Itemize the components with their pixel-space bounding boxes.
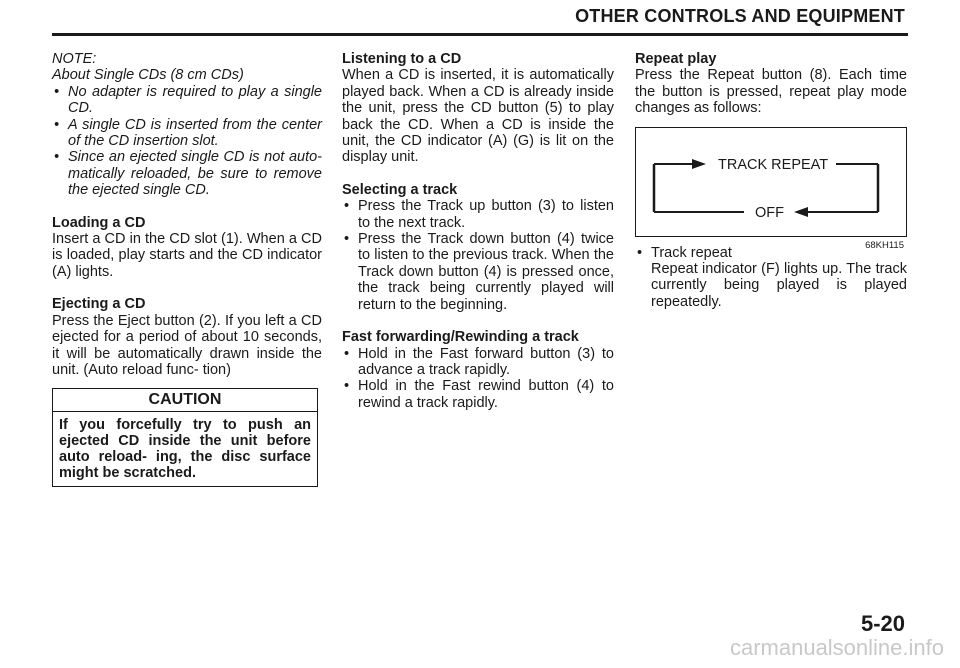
selecting-list	[342, 198, 614, 313]
caution-text: If you forcefully try to push an ejected CD inside the unit before auto reload- ing, the disc surface might be scratched.	[59, 416, 311, 482]
note-item-text: • No adapter is required to play a single CD.	[68, 83, 322, 117]
diagram-code: 68KH115	[865, 239, 904, 251]
fast-item-text: • Hold in the Fast forward button (3) to advance a track rapidly.	[358, 345, 614, 378]
caution-box	[52, 388, 318, 486]
header-rule	[52, 33, 908, 36]
note-item	[52, 84, 322, 117]
selecting-item-text: • Press the Track down button (4) twice to listen to the previous track. When the Track down button (4) is pressed once, the track being currently played will return to the beginning.	[358, 231, 614, 313]
loading-heading: Loading a CD	[52, 214, 146, 231]
repeat-heading: Repeat play	[635, 51, 717, 67]
ejecting-text: Press the Eject button (2). If you left a CD ejected for a period of about 10 seconds, it will be automatically drawn inside the unit. (Auto reload func- tion)	[52, 312, 322, 378]
column-2	[342, 51, 614, 411]
selecting-item	[342, 231, 614, 313]
track-repeat-list	[635, 245, 907, 311]
ejecting-heading: Ejecting a CD	[52, 296, 146, 313]
page-number: 5-20	[860, 611, 905, 636]
track-repeat-text: Repeat indicator (F) lights up. The track currently being played is played repeatedly.	[651, 261, 907, 310]
arrow-right-icon	[692, 159, 706, 169]
watermark: carmanualsonline.info	[729, 635, 944, 660]
diagram-label-track-repeat: TRACK REPEAT	[718, 156, 829, 173]
caution-title: CAUTION	[53, 389, 317, 411]
column-1	[52, 51, 322, 487]
fast-item-text: • Hold in the Fast rewind button (4) to rewind a track rapidly.	[358, 378, 614, 411]
note-item	[52, 149, 322, 198]
note-title: About Single CDs (8 cm CDs)	[52, 67, 244, 84]
repeat-text: Press the Repeat button (8). Each time the button is pressed, repeat play mode changes as follows:	[635, 67, 907, 117]
note-item	[52, 117, 322, 150]
fast-item	[342, 346, 614, 379]
note-list	[52, 84, 322, 199]
listening-heading: Listening to a CD	[342, 51, 462, 67]
selecting-heading: Selecting a track	[342, 181, 458, 198]
fast-list	[342, 346, 614, 412]
repeat-cycle-svg	[636, 128, 906, 236]
track-repeat-item	[635, 245, 907, 311]
selecting-item-text: • Press the Track up button (3) to listen to the next track.	[358, 198, 614, 231]
selecting-item	[342, 198, 614, 231]
column-3	[635, 51, 907, 310]
track-repeat-label: • Track repeat	[651, 244, 732, 261]
diagram-label-off: OFF	[755, 204, 784, 221]
note-label: NOTE:	[52, 51, 97, 67]
fast-heading: Fast forwarding/Rewinding a track	[342, 329, 579, 346]
note-item-text: • Since an ejected single CD is not auto- matically reloaded, be sure to remove the ejected single CD.	[68, 149, 322, 199]
note-item-text: • A single CD is inserted from the center of the CD insertion slot.	[68, 116, 322, 150]
page-header-title: OTHER CONTROLS AND EQUIPMENT	[575, 6, 905, 26]
fast-item	[342, 378, 614, 411]
arrow-left-icon	[794, 207, 808, 217]
listening-text: When a CD is inserted, it is automatically played back. When a CD is already inside the unit, press the CD button (5) to play back the CD. When a CD is inside the unit, the CD indicator (A) (G) is lit on the display unit.	[342, 67, 614, 166]
repeat-mode-diagram	[635, 127, 907, 251]
loading-text: Insert a CD in the CD slot (1). When a CD is loaded, play starts and the CD indicator (A) lights.	[52, 231, 322, 280]
